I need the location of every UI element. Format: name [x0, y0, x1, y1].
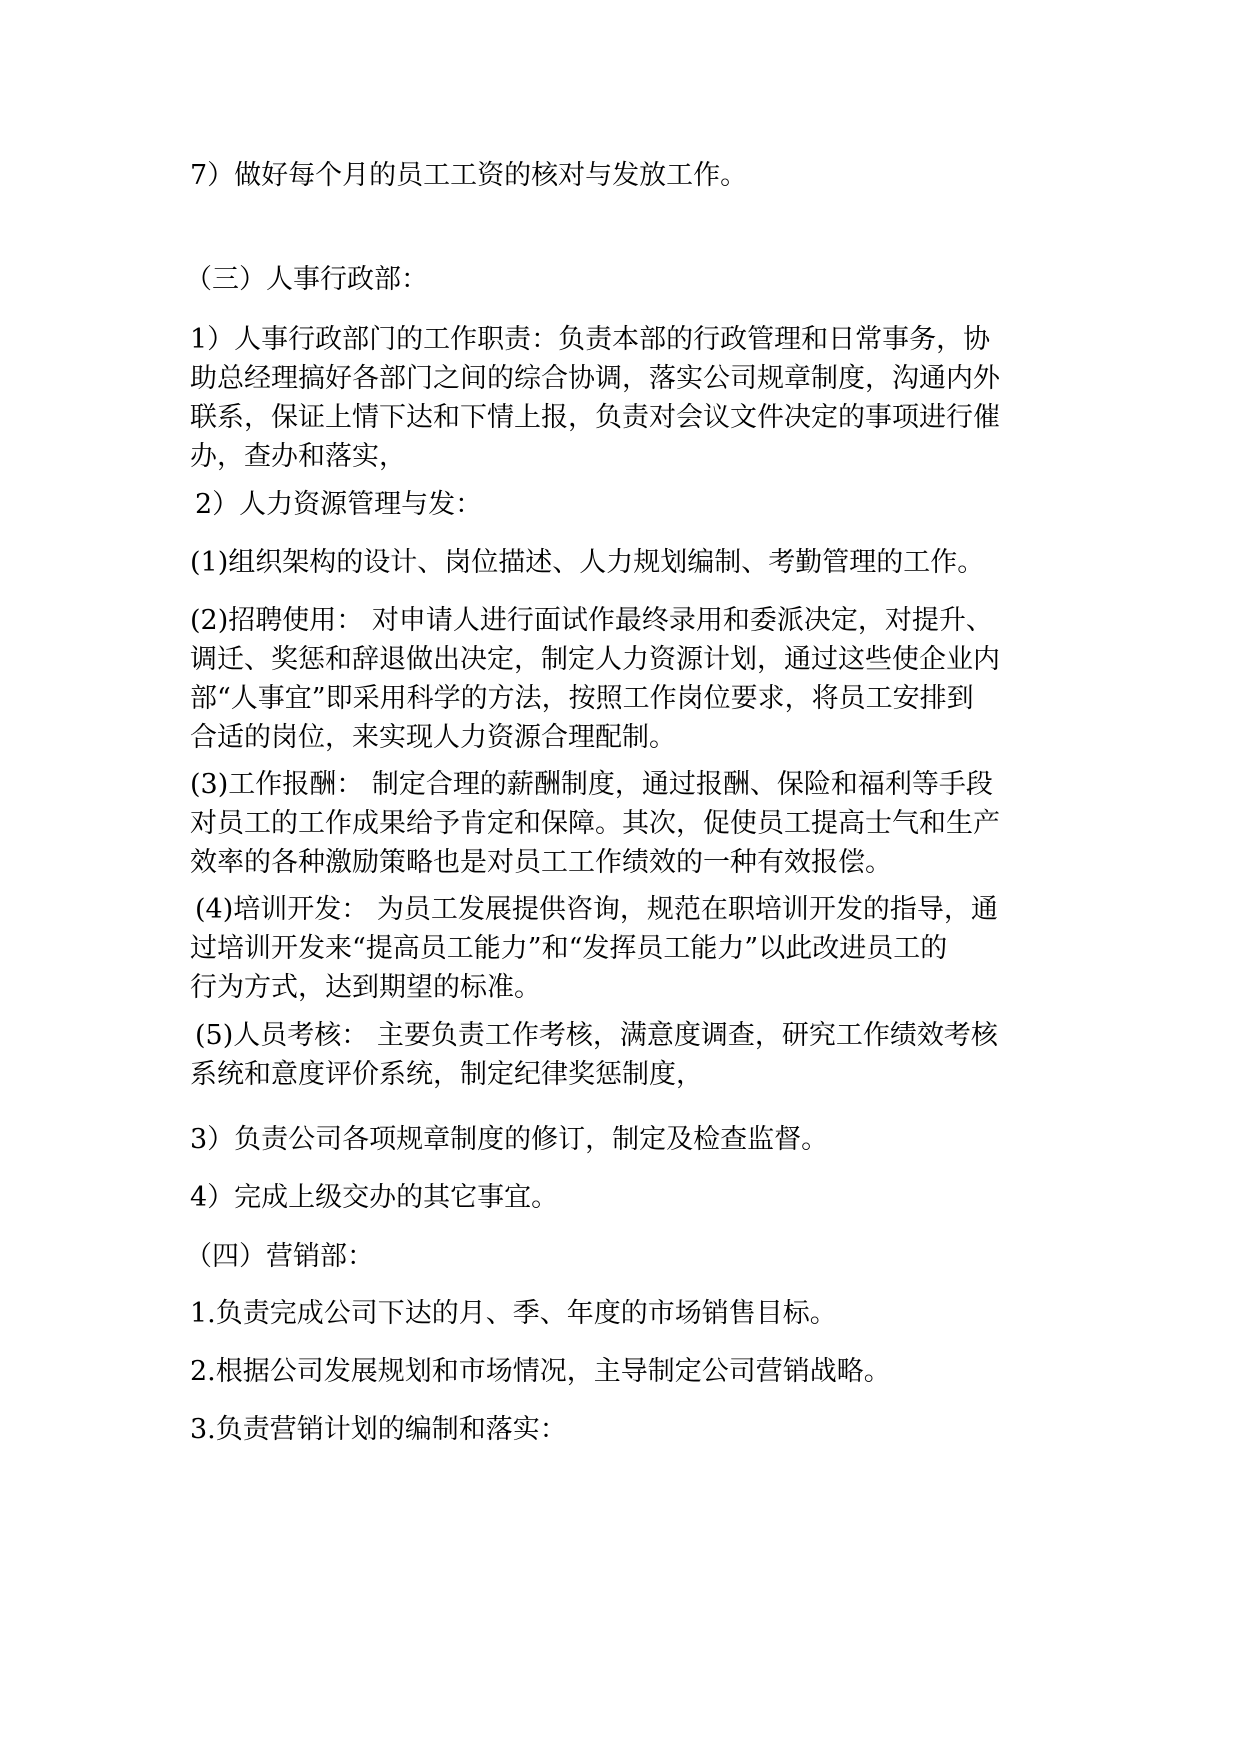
section-heading-marketing — [185, 1237, 1055, 1276]
text-line: (3)工作报酬： 制定合理的薪酬制度，通过报酬、保险和福利等手段 — [190, 769, 993, 800]
text-line: 过培训开发来“提高员工能力”和“发挥员工能力”以此改进员工的 — [190, 933, 948, 964]
text-line: (5)人员考核： 主要负责工作考核，满意度调查，研究工作绩效考核 — [195, 1020, 998, 1051]
paragraph-training — [190, 890, 1065, 1007]
text-line: (4)培训开发： 为员工发展提供咨询，规范在职培训开发的指导，通 — [195, 894, 998, 925]
text-line: （四）营销部： — [185, 1241, 374, 1272]
text-line: 2.根据公司发展规划和市场情况，主导制定公司营销战略。 — [190, 1356, 891, 1387]
text-line: 7）做好每个月的员工工资的核对与发放工作。 — [190, 160, 748, 191]
text-line: 3）负责公司各项规章制度的修订，制定及检查监督。 — [190, 1124, 829, 1155]
text-line: 1.负责完成公司下达的月、季、年度的市场销售目标。 — [190, 1298, 837, 1329]
text-line: 1）人事行政部门的工作职责：负责本部的行政管理和日常事务，协 — [190, 324, 991, 355]
text-line: 办，查办和落实， — [190, 441, 406, 472]
paragraph-compensation — [190, 765, 1060, 882]
paragraph-assessment — [190, 1016, 1065, 1094]
text-line: 行为方式，达到期望的标准。 — [190, 972, 541, 1003]
text-line: 3.负责营销计划的编制和落实： — [190, 1414, 567, 1445]
text-line: (1)组织架构的设计、岗位描述、人力规划编制、考勤管理的工作。 — [190, 547, 985, 578]
text-line: 助总经理搞好各部门之间的综合协调，落实公司规章制度，沟通内外 — [190, 363, 1000, 394]
text-line: 对员工的工作成果给予肯定和保障。其次，促使员工提高士气和生产 — [190, 808, 1000, 839]
paragraph-recruitment — [190, 601, 1060, 757]
text-line: 部“人事宜”即采用科学的方法，按照工作岗位要求，将员工安排到 — [190, 683, 974, 714]
text-line: （三）人事行政部： — [185, 264, 428, 295]
text-line: 合适的岗位，来实现人力资源合理配制。 — [190, 722, 676, 753]
paragraph-org-structure — [190, 543, 1060, 582]
text-line: 调迁、奖惩和辞退做出决定，制定人力资源计划，通过这些使企业内 — [190, 644, 1000, 675]
text-line: 2）人力资源管理与发： — [195, 489, 483, 520]
paragraph-hr-duties — [190, 320, 1060, 476]
paragraph-item-7 — [190, 156, 1060, 195]
paragraph-regulations — [190, 1120, 1060, 1159]
text-line: (2)招聘使用： 对申请人进行面试作最终录用和委派决定，对提升、 — [190, 605, 993, 636]
text-line: 联系，保证上情下达和下情上报，负责对会议文件决定的事项进行催 — [190, 402, 1000, 433]
paragraph-sales-targets — [190, 1294, 1060, 1333]
section-heading-hr-admin — [185, 260, 1055, 299]
text-line: 系统和意度评价系统，制定纪律奖惩制度， — [190, 1059, 703, 1090]
paragraph-other-matters — [190, 1178, 1060, 1217]
text-line: 效率的各种激励策略也是对员工工作绩效的一种有效报偿。 — [190, 847, 892, 878]
text-line: 4）完成上级交办的其它事宜。 — [190, 1182, 559, 1213]
paragraph-marketing-strategy — [190, 1352, 1060, 1391]
paragraph-marketing-plan — [190, 1410, 1060, 1449]
paragraph-hr-management-heading — [195, 485, 1065, 524]
